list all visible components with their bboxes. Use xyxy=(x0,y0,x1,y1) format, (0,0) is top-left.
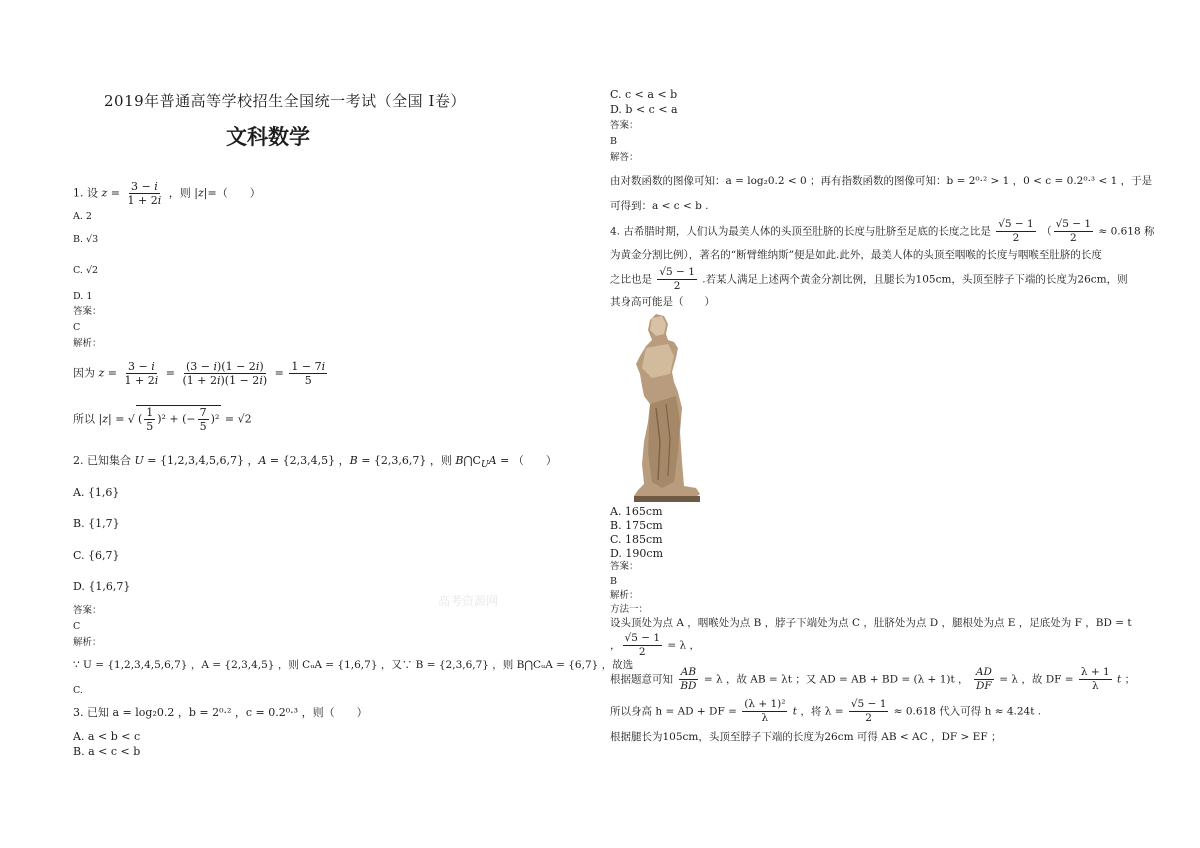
q3-option-a: A. a < b < c xyxy=(73,730,141,743)
q2-option-d: D. {1,6,7} xyxy=(73,580,131,593)
q1-solution-line1: 因为 z = $\frac{3 - i}{1 + 2i}$ = $\frac{(3 - i)(1 - 2i)}{(1 + 2i)(1 - 2i)}$ = $\frac{1 - 7i}{5}$ xyxy=(73,360,326,387)
q1-answer-label: 答案： xyxy=(73,306,102,317)
q2-solution-line1: ∵ U = {1,2,3,4,5,6,7} ，A = {2,3,4,5} ，则 CᵤA = {1,6,7} ，又∵ B = {2,3,6,7} ，则 B⋂CᵤA = {6,7} ，故选 xyxy=(73,659,634,671)
q4-solution-line4: 所以身高 h = AD + DF = $\frac{\text{(λ + 1)²}}{\lambda}$ t ，将 λ = $\frac{√5 - 1}{2}$ ≈ 0.618 代入可得 h ≈ 4.24t . xyxy=(610,698,1042,724)
q2-option-b: B. {1,7} xyxy=(73,517,120,530)
q4-option-b: B. 175cm xyxy=(610,519,663,532)
q3-analysis-label: 解答： xyxy=(610,152,639,163)
q4-answer-label: 答案： xyxy=(610,561,639,572)
q3-option-d: D. b < c < a xyxy=(610,103,678,116)
venus-statue-image xyxy=(622,312,704,504)
q4-option-d: D. 190cm xyxy=(610,547,664,560)
q4-option-a: A. 165cm xyxy=(610,505,663,518)
q4-method-label: 方法一： xyxy=(610,604,649,615)
q1-option-a: A. 2 xyxy=(73,211,92,222)
q4-stem-line3: 之比也是 $\frac{√5 - 1}{2}$ .若某人满足上述两个黄金分割比例，且腿长为105cm，头顶至脖子下端的长度为26cm，则 xyxy=(610,266,1128,292)
exam-title: 2019年普通高等学校招生全国统一考试（全国 Ⅰ卷） xyxy=(104,92,466,110)
q4-stem-line2: 为黄金分割比例），著名的“断臂维纳斯”便是如此.此外，最美人体的头顶至咽喉的长度与咽喉至肚脐的长度 xyxy=(610,249,1102,261)
q1-solution-line2: 所以 |z| = √ ( $\frac{1}{5}$ )² + (− $\frac{7}{5}$ )² = √2 xyxy=(73,405,252,433)
q1-stem: 1. 设 z = $\frac{3 - i}{1 + 2i}$ ，则 |z|=（ ） xyxy=(73,180,261,207)
q4-answer: B xyxy=(610,576,617,587)
q1-option-c: C. √2 xyxy=(73,265,99,276)
watermark: 高考资源网 xyxy=(438,594,499,608)
q3-option-b: B. a < c < b xyxy=(73,745,141,758)
q4-stem-line1: 4. 古希腊时期，人们认为最美人体的头顶至肚脐的长度与肚脐至足底的长度之比是 $\frac{√5 - 1}{2}$ （ $\frac{√5 - 1}{2}$ ≈ 0.618 称 xyxy=(610,218,1155,244)
q4-solution-line2: ， $\frac{√5 - 1}{2}$ = λ ， xyxy=(610,632,700,658)
q4-stem-line4: 其身高可能是（ ） xyxy=(610,296,715,308)
q3-solution-line2: 可得到：a < c < b . xyxy=(610,200,709,212)
q1-answer: C xyxy=(73,322,81,333)
q3-answer-label: 答案： xyxy=(610,120,639,131)
q4-solution-line3: 根据题意可知 $\frac{AB}{BD}$ = λ ，故 AB = λt ；又 AD = AB + BD = (λ + 1)t ， $\frac{AD}{DF}$ = λ ，故 DF = $\frac{\lambda + 1}{\lambda}$ t ； xyxy=(610,666,1136,692)
q2-option-c: C. {6,7} xyxy=(73,549,120,562)
q2-analysis-label: 解析： xyxy=(73,637,102,648)
q3-stem: 3. 已知 a = log₂0.2 ，b = 2⁰·² ，c = 0.2⁰·³ ，则（ ） xyxy=(73,706,368,719)
q2-answer-label: 答案： xyxy=(73,605,102,616)
q3-answer: B xyxy=(610,136,617,147)
q2-option-a: A. {1,6} xyxy=(73,486,120,499)
q2-answer: C xyxy=(73,621,81,632)
q2-stem: 2. 已知集合 U = {1,2,3,4,5,6,7} ，A = {2,3,4,5} ，B = {2,3,6,7} ，则 $B⋂C_UA$ = （ ） xyxy=(73,454,557,471)
q3-solution-line1: 由对数函数的图像可知：a = log₂0.2 < 0 ；再有指数函数的图像可知：b = 2⁰·² > 1 ，0 < c = 0.2⁰·³ < 1 ，于是 xyxy=(610,175,1153,187)
q4-analysis-label: 解析： xyxy=(610,590,639,601)
q1-option-d: D. 1 xyxy=(73,291,93,302)
subject-title: 文科数学 xyxy=(226,125,310,149)
q4-solution-line1: 设头顶处为点 A ，咽喉处为点 B ，脖子下端处为点 C ，肚脐处为点 D ，腿根处为点 E ，足底处为 F ，BD = t xyxy=(610,617,1132,629)
q1-option-b: B. √3 xyxy=(73,234,99,245)
q4-option-c: C. 185cm xyxy=(610,533,663,546)
q2-solution-line2: C. xyxy=(73,685,83,696)
q4-solution-line5: 根据腿长为105cm，头顶至脖子下端的长度为26cm 可得 AB < AC ，DF > EF ； xyxy=(610,731,1002,743)
q1-analysis-label: 解析： xyxy=(73,338,102,349)
q3-option-c: C. c < a < b xyxy=(610,88,678,101)
